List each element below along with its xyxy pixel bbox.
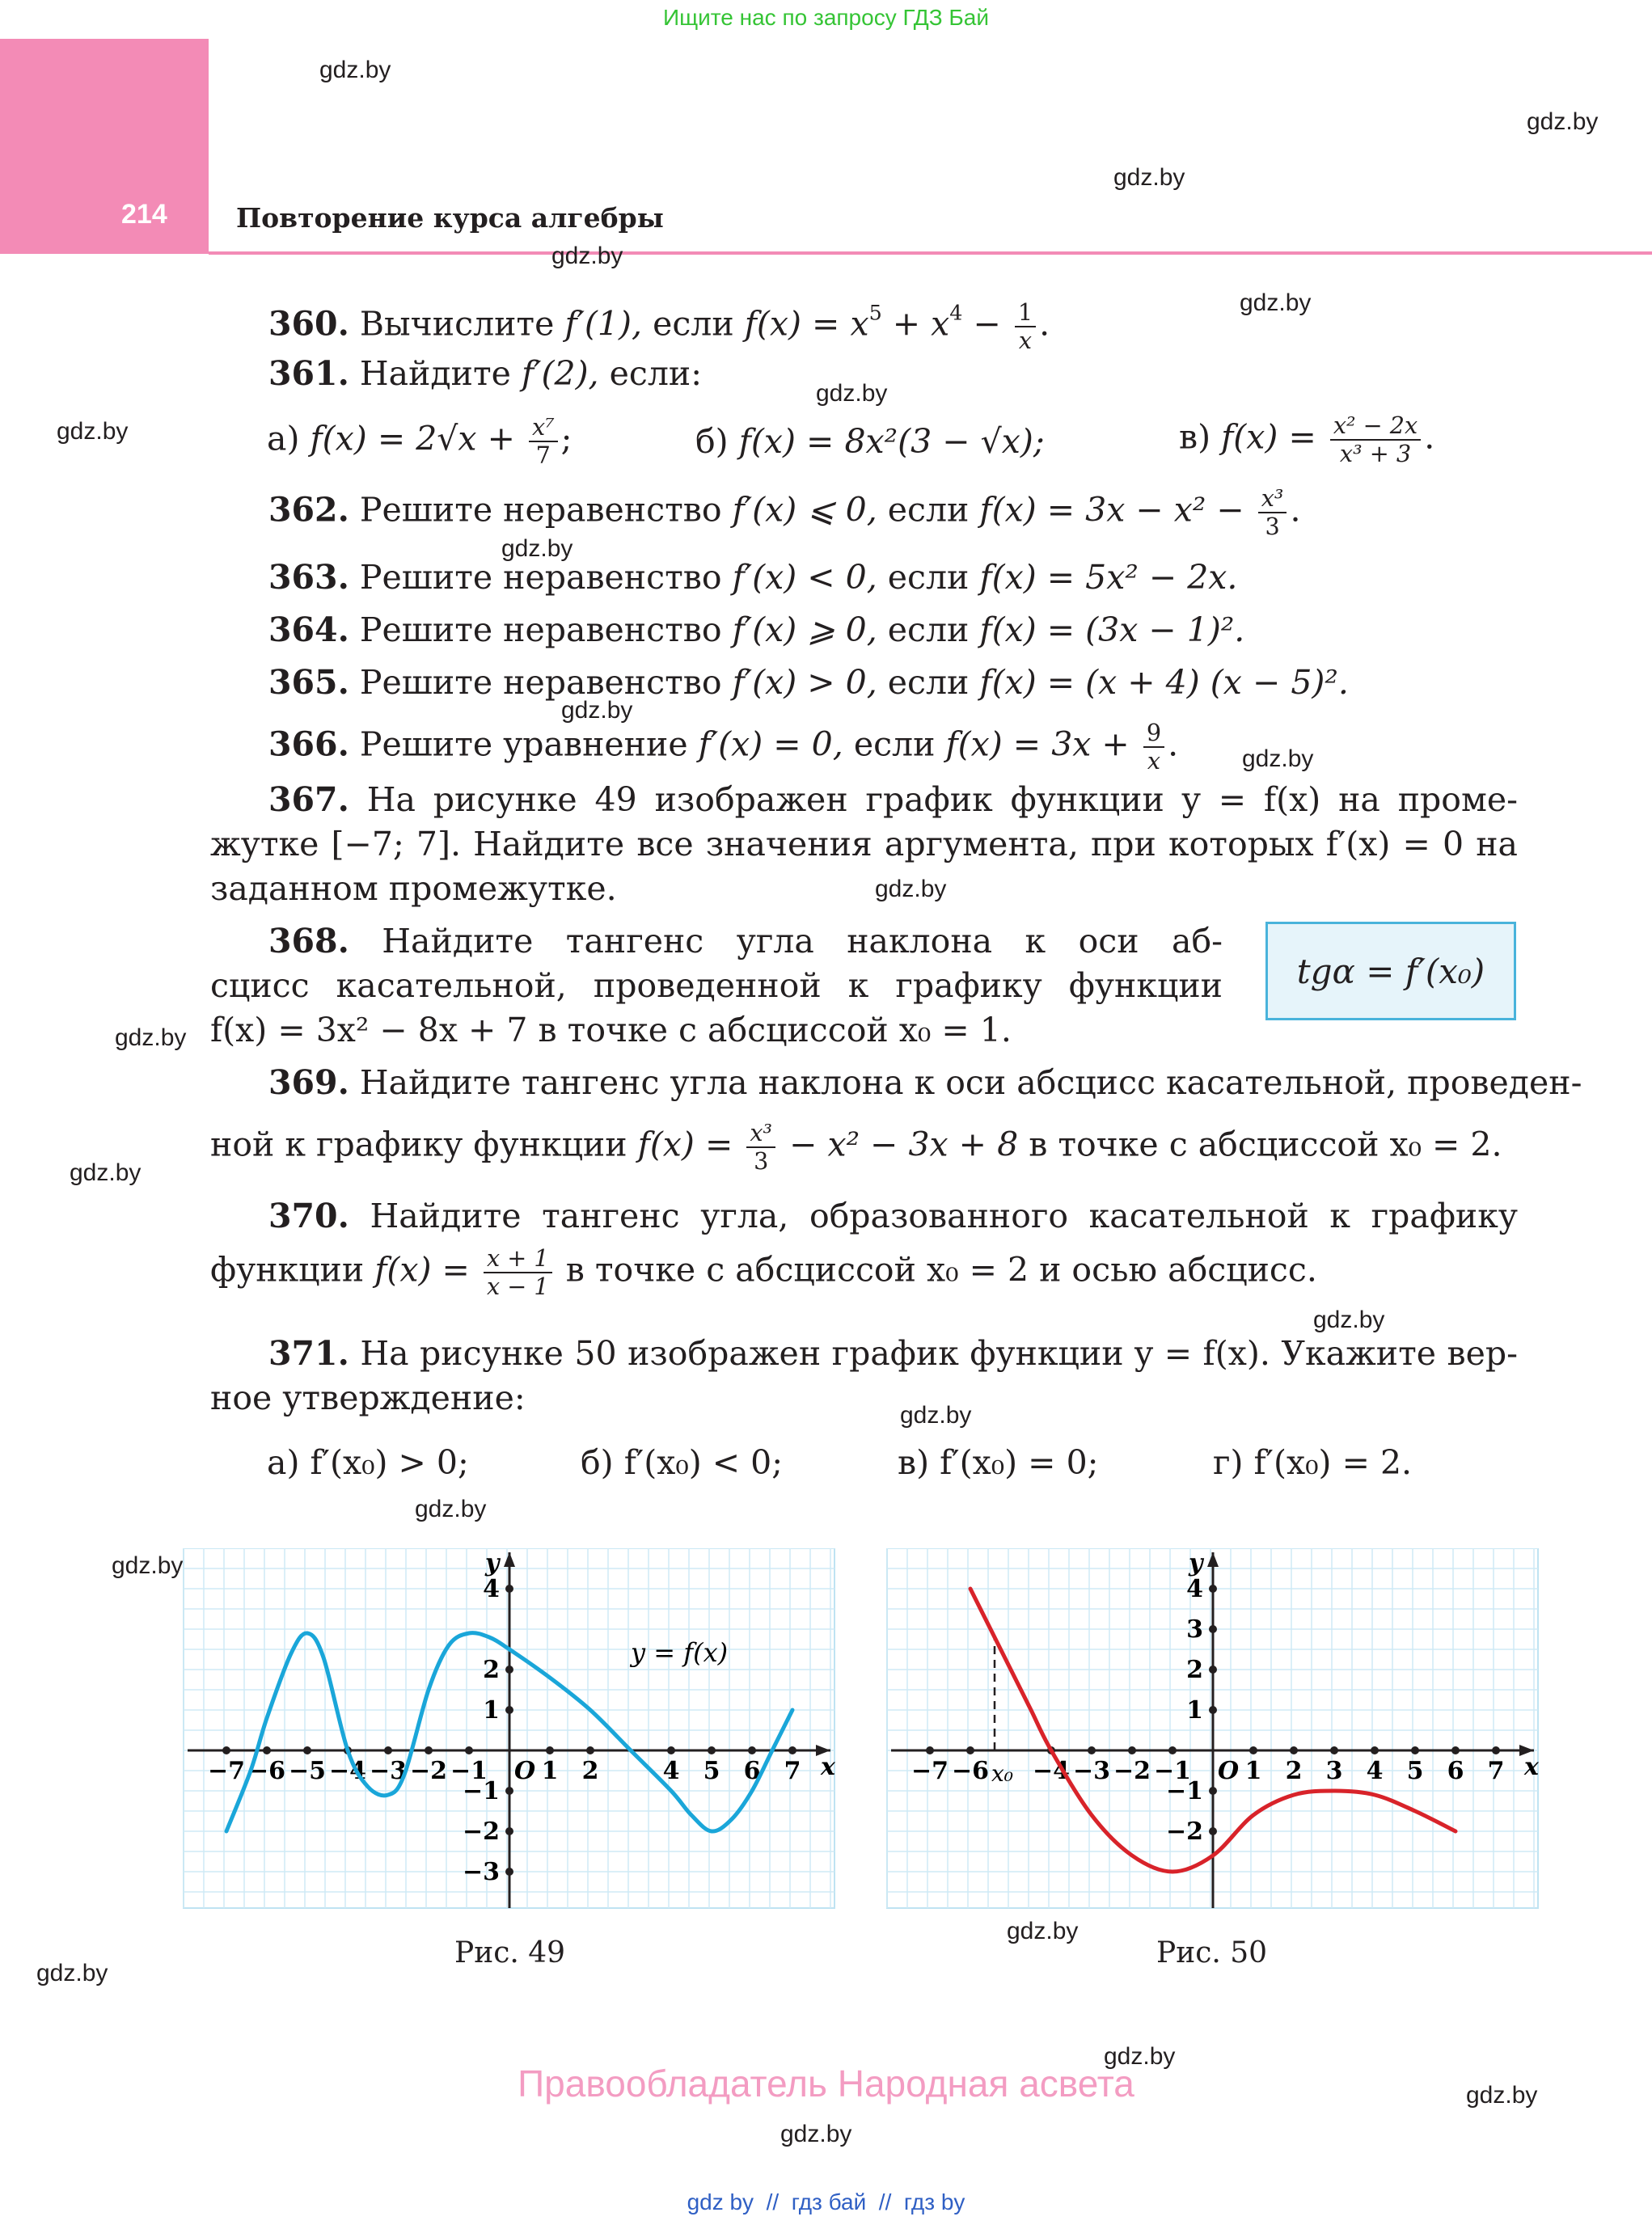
top-banner[interactable]: Ищите нас по запросу ГДЗ Бай [662,5,990,30]
origin-label: O [1218,1757,1240,1785]
option-c: в) f′(x₀) = 0; [898,1443,1099,1482]
y-tick-label: 3 [1186,1615,1203,1644]
problem-371-line2: ное утверждение: [210,1378,526,1417]
y-tick-label: 1 [1186,1696,1203,1725]
y-tick-dot [1209,1706,1217,1714]
option-b: б) f′(x₀) < 0; [581,1443,784,1482]
option-d: г) f′(x₀) = 2. [1213,1443,1413,1482]
x-axis-label: x [1524,1753,1539,1781]
y-tick-label: −2 [462,1818,500,1846]
x-tick-dot [708,1746,716,1754]
watermark: gdz.by [415,1496,487,1522]
x-axis-label: x [821,1753,835,1781]
watermark: gdz.by [70,1159,142,1186]
fraction: $\frac{1}{x}$ [1015,299,1036,354]
x-tick-label: 1 [541,1757,559,1785]
y-tick-dot [505,1868,513,1876]
formula-box: tgα = f′(x₀) [1265,922,1516,1020]
header-rule [209,251,1652,255]
y-tick-label: −1 [1165,1777,1203,1805]
x-tick-label: 6 [1447,1757,1464,1785]
x-tick-label: −2 [1113,1757,1151,1785]
x-tick-dot [1371,1746,1379,1754]
x-tick-label: 7 [784,1757,801,1785]
watermark: gdz.by [319,57,391,83]
fraction: $\frac{9}{x}$ [1143,720,1164,775]
fraction: $\frac{x + 1}{x - 1}$ [484,1245,552,1300]
y-tick-label: −1 [462,1777,500,1805]
x-tick-label: −6 [247,1757,286,1785]
problem-366: 366. Решите уравнение f′(x) = 0, если f(x) = 3x + $\frac{9}{x}$ . [268,719,1179,775]
x-tick-dot [465,1746,473,1754]
watermark: gdz.by [57,418,129,445]
watermark: gdz.by [1242,745,1314,772]
problem-370-line2: функции f(x) = $\frac{x + 1}{x - 1}$ в точке с абсциссой x₀ = 2 и осью абсцисс. [210,1244,1317,1300]
y-axis-label: y [1189,1549,1203,1577]
y-tick-dot [1209,1666,1217,1674]
y-tick-dot [1209,1827,1217,1835]
origin-label: O [514,1757,536,1785]
y-tick-dot [1209,1625,1217,1633]
problem-367-line1: 367. На рисунке 49 изображен график функции y = f(x) на проме- [268,780,1518,819]
x-tick-dot [1249,1746,1257,1754]
x-tick-dot [1088,1746,1096,1754]
watermark: gdz.by [501,535,573,562]
fraction: $\frac{\text{x³}}{3}$ [1258,485,1287,540]
x-tick-label: −1 [450,1757,488,1785]
x-tick-dot [546,1746,554,1754]
figure-49-chart [180,1548,839,1912]
x-tick-dot [586,1746,594,1754]
watermark: gdz.by [1104,2043,1176,2070]
watermark: gdz.by [551,243,623,269]
problem-361: 361. Найдите f′(2), если: [268,354,703,393]
problem-367-line2: жутке [−7; 7]. Найдите все значения аргумента, при которых f′(x) = 0 на [210,825,1518,863]
y-tick-label: 1 [483,1696,500,1725]
problem-371-line1: 371. На рисунке 50 изображен график функции y = f(x). Укажите вер- [268,1334,1518,1373]
option-a: а) f′(x₀) > 0; [267,1443,469,1482]
section-title: Повторение курса алгебры [236,202,664,234]
x-tick-label: −7 [911,1757,949,1785]
copyright-notice: Правообладатель Народная асвета [518,2062,1134,2105]
watermark: gdz.by [816,380,888,407]
watermark: gdz.by [561,697,633,724]
x-tick-label: 6 [743,1757,761,1785]
x-tick-dot [1330,1746,1338,1754]
x-tick-label: 2 [1285,1757,1303,1785]
problem-362: 362. Решите неравенство f′(x) ⩽ 0, если f(x) = 3x − x² − $\frac{\text{x³}}{3}$ . [268,484,1301,540]
problem-370-line1: 370. Найдите тангенс угла, образованного касательной к графику [268,1197,1518,1235]
x-tick-dot [748,1746,756,1754]
x0-label: x₀ [991,1760,1014,1787]
y-tick-dot [505,1827,513,1835]
x-tick-dot [1492,1746,1500,1754]
problem-364: 364. Решите неравенство f′(x) ⩾ 0, если f(x) = (3x − 1)². [268,610,1245,649]
x-tick-label: −4 [1032,1757,1071,1785]
problem-360: 360. Вычислите f′(1), если $f(x) = x^5 + x^4$ − $\frac{1}{x}$ . [268,298,1050,354]
x-tick-dot [966,1746,974,1754]
y-tick-label: 4 [1186,1575,1203,1603]
curve-label: y = f(x) [631,1637,729,1668]
x-tick-dot [425,1746,433,1754]
y-tick-label: 2 [1186,1656,1203,1684]
x-tick-label: 7 [1487,1757,1505,1785]
watermark: gdz.by [1240,289,1312,316]
problem-367-line3: заданном промежутке. [210,869,617,908]
watermark: gdz.by [900,1402,972,1429]
y-tick-dot [1209,1787,1217,1795]
y-tick-label: 2 [483,1656,500,1684]
y-tick-dot [505,1787,513,1795]
problem-365: 365. Решите неравенство f′(x) > 0, если f(x) = (x + 4) (x − 5)². [268,663,1349,702]
x-tick-dot [1411,1746,1419,1754]
y-tick-label: −3 [462,1858,500,1886]
x-tick-dot [788,1746,796,1754]
footer-links[interactable]: gdz by // гдз бай // гдз by [687,2189,965,2214]
problem-368-line3: f(x) = 3x² − 8x + 7 в точке с абсциссой x₀ = 1. [210,1011,1012,1049]
watermark: gdz.by [112,1552,184,1579]
x-tick-label: −3 [369,1757,408,1785]
x-tick-dot [1290,1746,1298,1754]
watermark: gdz.by [780,2121,852,2147]
y-tick-dot [505,1666,513,1674]
problem-369-line2: ной к графику функции f(x) = $\frac{\text{x³}}{3}$ − x² − 3x + 8 в точке с абсциссой x₀ = 2. [210,1119,1502,1175]
x-tick-label: 4 [662,1757,680,1785]
y-tick-dot [505,1706,513,1714]
x-tick-label: −1 [1153,1757,1192,1785]
watermark: gdz.by [1113,164,1185,191]
x-tick-label: −6 [951,1757,990,1785]
x-tick-label: −2 [409,1757,448,1785]
x-tick-dot [263,1746,271,1754]
watermark: gdz.by [1527,108,1599,135]
x-tick-dot [222,1746,230,1754]
x-tick-dot [1451,1746,1460,1754]
y-axis-label: y [485,1549,500,1577]
x-tick-dot [926,1746,934,1754]
x-tick-dot [303,1746,311,1754]
problem-361c: в) f(x) = $\frac{\text{x² − 2x}}{\text{x³ + 3}}$ . [1179,412,1435,467]
problem-363: 363. Решите неравенство f′(x) < 0, если f(x) = 5x² − 2x. [268,558,1238,597]
figure-50-chart [883,1548,1542,1912]
watermark: gdz.by [36,1960,108,1986]
problem-361b: б) f(x) = 8x²(3 − √x); [695,422,1045,461]
x-tick-label: 4 [1366,1757,1384,1785]
figure-49-caption: Рис. 49 [454,1936,566,1970]
x-tick-label: 1 [1244,1757,1262,1785]
x-tick-label: −5 [288,1757,327,1785]
problem-368-line2: сцисс касательной, проведенной к графику функции [210,966,1223,1005]
watermark: gdz.by [1007,1918,1079,1944]
problem-361a: а) f(x) = 2√x + $\frac{\text{x⁷}}{7}$ ; [267,413,572,469]
x-tick-dot [1168,1746,1177,1754]
x-tick-label: 3 [1325,1757,1343,1785]
fraction: $\frac{\text{x⁷}}{7}$ [529,414,558,469]
y-tick-label: 4 [483,1575,500,1603]
x-tick-label: −4 [328,1757,367,1785]
x-tick-label: 5 [703,1757,720,1785]
page-number: 214 [121,199,167,230]
x-tick-label: 5 [1406,1757,1424,1785]
figure-50-caption: Рис. 50 [1156,1936,1268,1970]
watermark: gdz.by [1466,2082,1538,2109]
x-tick-dot [1128,1746,1136,1754]
x-tick-dot [667,1746,675,1754]
y-tick-label: −2 [1165,1818,1203,1846]
watermark: gdz.by [1313,1307,1385,1333]
problem-368-line1: 368. Найдите тангенс угла наклона к оси аб- [268,922,1223,961]
page-corner-block [0,39,209,254]
x-tick-dot [384,1746,392,1754]
x-tick-label: −7 [207,1757,246,1785]
fraction: $\frac{\text{x³}}{3}$ [746,1120,775,1175]
y-tick-dot [505,1585,513,1593]
watermark: gdz.by [875,876,947,902]
watermark: gdz.by [115,1024,187,1051]
x-tick-label: 2 [581,1757,599,1785]
x-tick-label: −3 [1072,1757,1111,1785]
y-tick-dot [1209,1585,1217,1593]
problem-369-line1: 369. Найдите тангенс угла наклона к оси абсцисс касательной, проведен- [268,1063,1582,1102]
fraction: $\frac{\text{x² − 2x}}{\text{x³ + 3}}$ [1330,412,1421,467]
